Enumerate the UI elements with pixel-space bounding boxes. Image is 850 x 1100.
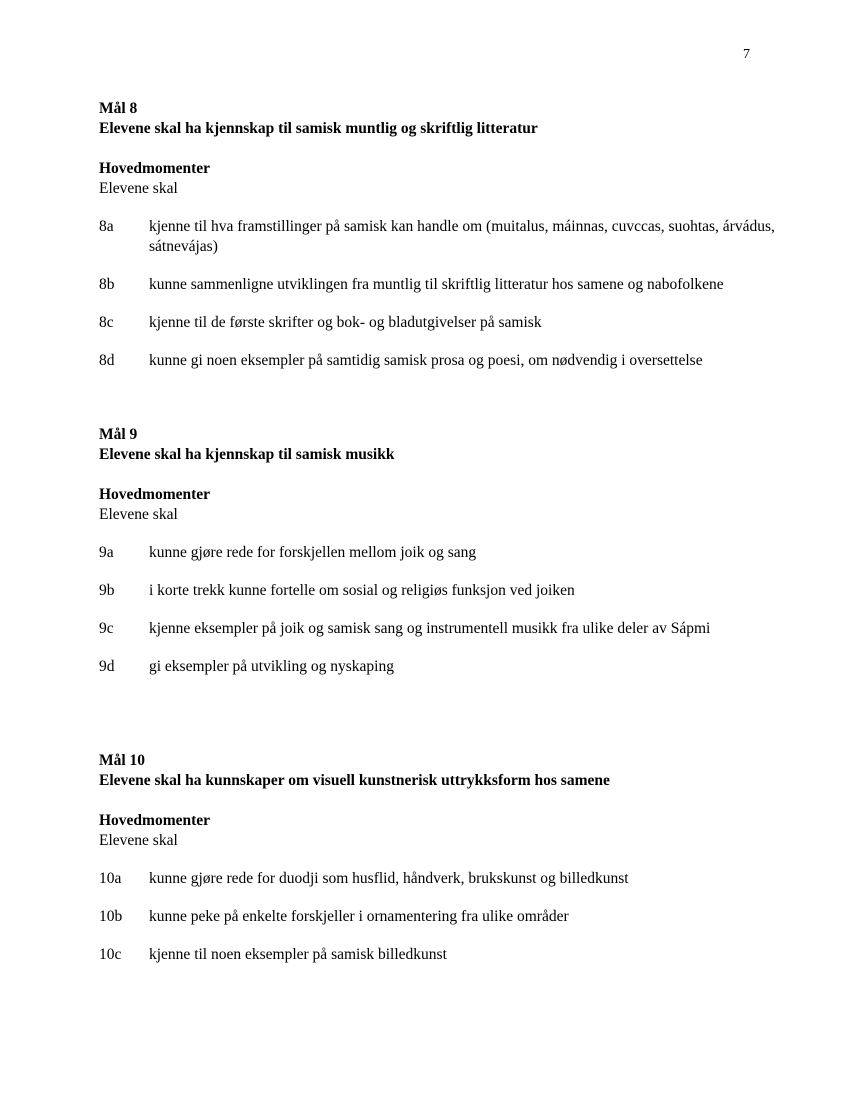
item-code: 8c bbox=[99, 314, 114, 331]
list-item bbox=[99, 543, 779, 563]
main-points-heading: Hovedmomenter bbox=[99, 486, 211, 503]
item-text: kjenne til hva framstillinger på samisk kan handle om (muitalus, máinnas, cuvccas, suohtas, árvádus, sátnevájas) bbox=[149, 218, 775, 255]
item-code: 8a bbox=[99, 218, 114, 235]
goal-section-10 bbox=[99, 751, 779, 965]
item-code: 9c bbox=[99, 620, 114, 637]
list-item bbox=[99, 275, 779, 295]
item-text: kunne gi noen eksempler på samtidig samisk prosa og poesi, om nødvendig i oversettelse bbox=[149, 352, 703, 369]
item-code: 10c bbox=[99, 946, 122, 963]
item-text: kjenne til de første skrifter og bok- og bladutgivelser på samisk bbox=[149, 314, 542, 331]
goal-title: Mål 8 bbox=[99, 100, 138, 117]
item-text: kjenne eksempler på joik og samisk sang og instrumentell musikk fra ulike deler av Sápmi bbox=[149, 620, 711, 637]
main-points-heading: Hovedmomenter bbox=[99, 160, 211, 177]
item-text: kunne gjøre rede for duodji som husflid, håndverk, brukskunst og billedkunst bbox=[149, 870, 629, 887]
item-code: 9a bbox=[99, 544, 114, 561]
main-points-intro: Elevene skal bbox=[99, 832, 178, 849]
goal-section-9 bbox=[99, 425, 779, 677]
item-code: 10b bbox=[99, 908, 123, 925]
item-code: 8d bbox=[99, 352, 115, 369]
item-text: gi eksempler på utvikling og nyskaping bbox=[149, 658, 394, 675]
list-item bbox=[99, 945, 779, 965]
list-item bbox=[99, 581, 779, 601]
list-item bbox=[99, 907, 779, 927]
item-text: i korte trekk kunne fortelle om sosial og religiøs funksjon ved joiken bbox=[149, 582, 575, 599]
page-number: 7 bbox=[743, 47, 750, 62]
list-item bbox=[99, 657, 779, 677]
list-item bbox=[99, 217, 779, 257]
goal-description: Elevene skal ha kunnskaper om visuell kunstnerisk uttrykksform hos samene bbox=[99, 772, 610, 789]
goal-title: Mål 9 bbox=[99, 426, 138, 443]
main-points-heading: Hovedmomenter bbox=[99, 812, 211, 829]
list-item bbox=[99, 351, 779, 371]
list-item bbox=[99, 869, 779, 889]
item-text: kjenne til noen eksempler på samisk billedkunst bbox=[149, 946, 447, 963]
list-item bbox=[99, 313, 779, 333]
main-points-intro: Elevene skal bbox=[99, 506, 178, 523]
item-code: 9b bbox=[99, 582, 115, 599]
item-text: kunne peke på enkelte forskjeller i ornamentering fra ulike områder bbox=[149, 908, 569, 925]
goal-description: Elevene skal ha kjennskap til samisk muntlig og skriftlig litteratur bbox=[99, 120, 538, 137]
item-text: kunne gjøre rede for forskjellen mellom joik og sang bbox=[149, 544, 477, 561]
goal-section-8 bbox=[99, 99, 779, 371]
list-item bbox=[99, 619, 779, 639]
goal-description: Elevene skal ha kjennskap til samisk musikk bbox=[99, 446, 395, 463]
item-text: kunne sammenligne utviklingen fra muntlig til skriftlig litteratur hos samene og nabofolkene bbox=[149, 276, 724, 293]
item-code: 8b bbox=[99, 276, 115, 293]
main-points-intro: Elevene skal bbox=[99, 180, 178, 197]
item-code: 10a bbox=[99, 870, 122, 887]
item-code: 9d bbox=[99, 658, 115, 675]
goal-title: Mål 10 bbox=[99, 752, 146, 769]
